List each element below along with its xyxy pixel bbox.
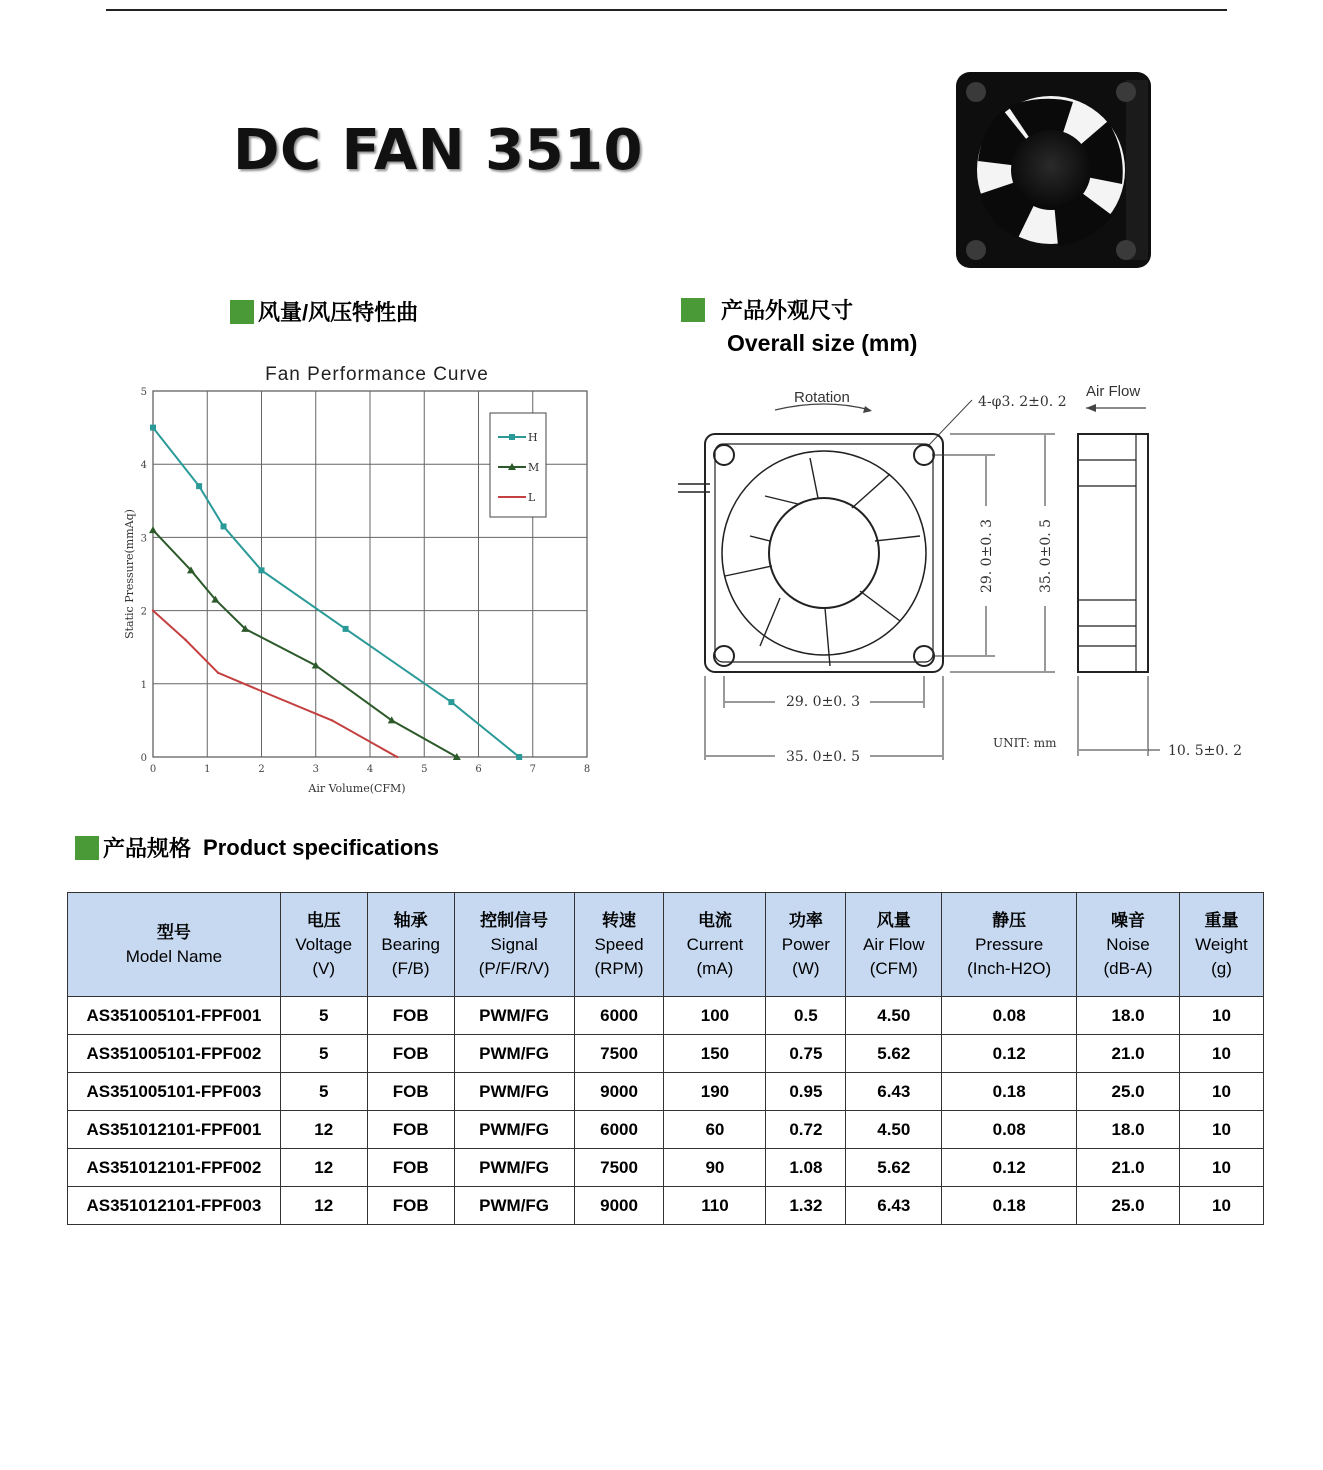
table-cell: 1.32 bbox=[766, 1187, 846, 1225]
dim-thickness: 10. 5±0. 2 bbox=[1168, 743, 1243, 759]
x-tick-label: 6 bbox=[475, 764, 482, 775]
table-cell: 10 bbox=[1179, 997, 1263, 1035]
table-cell: PWM/FG bbox=[454, 1187, 574, 1225]
table-cell: FOB bbox=[367, 1187, 454, 1225]
table-cell: 6000 bbox=[574, 997, 664, 1035]
column-header bbox=[664, 893, 766, 997]
column-header-unit: (W) bbox=[792, 958, 820, 978]
section-heading-size bbox=[681, 294, 853, 325]
table-cell: 12 bbox=[280, 1149, 367, 1187]
column-header-cn: 重量 bbox=[1204, 910, 1239, 930]
green-square-icon bbox=[75, 836, 99, 860]
table-cell: 7500 bbox=[574, 1035, 664, 1073]
column-header-unit: (g) bbox=[1211, 958, 1232, 978]
column-header-en: Noise bbox=[1106, 934, 1150, 954]
data-point-H bbox=[221, 523, 227, 529]
table-cell: 6.43 bbox=[846, 1187, 942, 1225]
x-tick-label: 8 bbox=[583, 764, 591, 775]
table-cell: FOB bbox=[367, 1035, 454, 1073]
column-header bbox=[1179, 893, 1263, 997]
table-cell: 6000 bbox=[574, 1111, 664, 1149]
legend-marker-H bbox=[509, 434, 515, 440]
legend-label-H: H bbox=[528, 431, 538, 444]
data-point-L bbox=[260, 690, 262, 692]
table-cell: AS351012101-FPF003 bbox=[68, 1187, 281, 1225]
table-row bbox=[68, 1035, 1264, 1073]
column-header-unit: (P/F/R/V) bbox=[478, 958, 550, 978]
column-header-unit: (RPM) bbox=[594, 958, 644, 978]
table-cell: 6.43 bbox=[846, 1073, 942, 1111]
section-heading-specs bbox=[75, 832, 439, 863]
data-point-L bbox=[396, 756, 398, 758]
column-header-cn: 静压 bbox=[992, 910, 1027, 930]
table-cell: 9000 bbox=[574, 1187, 664, 1225]
table-cell: 9000 bbox=[574, 1073, 664, 1111]
table-cell: AS351005101-FPF002 bbox=[68, 1035, 281, 1073]
table-header-row bbox=[68, 893, 1264, 997]
size-heading-label: 产品外观尺寸 bbox=[721, 298, 854, 323]
green-square-icon bbox=[230, 300, 254, 324]
x-tick-label: 5 bbox=[421, 764, 428, 775]
hole-spec-label: 4-φ3. 2±0. 2 bbox=[978, 394, 1067, 410]
size-heading-subtitle: Overall size (mm) bbox=[727, 330, 918, 356]
rotation-label: Rotation bbox=[794, 389, 850, 406]
table-cell: 0.18 bbox=[942, 1073, 1077, 1111]
column-header-unit: (Inch-H2O) bbox=[967, 958, 1052, 978]
column-header-cn: 噪音 bbox=[1111, 910, 1146, 930]
table-cell: FOB bbox=[367, 1073, 454, 1111]
data-point-L bbox=[217, 672, 219, 674]
table-cell: 0.08 bbox=[942, 997, 1077, 1035]
column-header-cn: 控制信号 bbox=[480, 910, 549, 930]
spec-heading-en: Product specifications bbox=[203, 834, 439, 860]
table-cell: 10 bbox=[1179, 1187, 1263, 1225]
table-cell: AS351005101-FPF003 bbox=[68, 1073, 281, 1111]
series-line-H bbox=[153, 428, 519, 757]
table-cell: 21.0 bbox=[1077, 1035, 1180, 1073]
table-cell: PWM/FG bbox=[454, 1073, 574, 1111]
fan-product-photo bbox=[948, 66, 1158, 272]
table-cell: FOB bbox=[367, 1111, 454, 1149]
table-cell: AS351012101-FPF002 bbox=[68, 1149, 281, 1187]
unit-label: UNIT: mm bbox=[993, 736, 1057, 750]
x-tick-label: 4 bbox=[366, 764, 374, 775]
table-cell: 10 bbox=[1179, 1149, 1263, 1187]
column-header-en: Speed bbox=[594, 934, 644, 954]
table-cell: 90 bbox=[664, 1149, 766, 1187]
table-cell: 0.08 bbox=[942, 1111, 1077, 1149]
x-tick-label: 1 bbox=[204, 764, 211, 775]
data-point-H bbox=[259, 567, 265, 573]
data-point-L bbox=[331, 719, 333, 721]
table-cell: 5.62 bbox=[846, 1149, 942, 1187]
table-cell: FOB bbox=[367, 1149, 454, 1187]
table-row bbox=[68, 1073, 1264, 1111]
data-point-H bbox=[196, 483, 202, 489]
fan-front-view bbox=[705, 434, 943, 672]
column-header-en: Pressure bbox=[975, 934, 1044, 954]
table-cell: 12 bbox=[280, 1187, 367, 1225]
table-cell: 4.50 bbox=[846, 997, 942, 1035]
series-line-M bbox=[153, 530, 457, 757]
x-tick-label: 2 bbox=[258, 764, 265, 775]
x-tick-label: 0 bbox=[149, 764, 157, 775]
column-header-cn: 轴承 bbox=[393, 910, 428, 930]
table-cell: 4.50 bbox=[846, 1111, 942, 1149]
column-header-cn: 型号 bbox=[156, 922, 191, 942]
top-rule bbox=[106, 9, 1227, 11]
column-header-en: Signal bbox=[490, 934, 538, 954]
data-point-H bbox=[516, 754, 522, 760]
column-header-en: Model Name bbox=[125, 946, 223, 966]
chart-x-axis-label: Air Volume(CFM) bbox=[308, 782, 406, 795]
table-cell: 10 bbox=[1179, 1073, 1263, 1111]
x-tick-label: 7 bbox=[529, 764, 536, 775]
page-title: DC FAN 3510 bbox=[233, 118, 643, 183]
column-header-unit: (F/B) bbox=[391, 958, 430, 978]
spec-heading-cn: 产品规格 bbox=[103, 836, 192, 861]
fan-performance-chart bbox=[105, 358, 615, 803]
column-header-cn: 电压 bbox=[306, 910, 341, 930]
column-header-unit: (CFM) bbox=[869, 958, 918, 978]
table-cell: 21.0 bbox=[1077, 1149, 1180, 1187]
dim-hole-spacing-horizontal: 29. 0±0. 3 bbox=[785, 694, 861, 710]
table-cell: PWM/FG bbox=[454, 1035, 574, 1073]
y-tick-label: 5 bbox=[140, 387, 147, 398]
legend-label-M: M bbox=[528, 461, 540, 474]
table-cell: 5.62 bbox=[846, 1035, 942, 1073]
column-header-cn: 转速 bbox=[602, 910, 637, 930]
column-header bbox=[454, 893, 574, 997]
table-cell: 0.12 bbox=[942, 1149, 1077, 1187]
table-cell: 25.0 bbox=[1077, 1073, 1180, 1111]
table-cell: 0.95 bbox=[766, 1073, 846, 1111]
column-header bbox=[846, 893, 942, 997]
green-square-icon bbox=[681, 298, 705, 322]
table-cell: 0.5 bbox=[766, 997, 846, 1035]
column-header bbox=[280, 893, 367, 997]
table-cell: 1.08 bbox=[766, 1149, 846, 1187]
dim-outer-horizontal: 35. 0±0. 5 bbox=[785, 749, 861, 765]
column-header-en: Weight bbox=[1195, 934, 1248, 954]
dimension-drawing bbox=[670, 376, 1280, 776]
fan-side-view bbox=[1078, 434, 1148, 672]
data-point-H bbox=[150, 425, 156, 431]
data-point-H bbox=[448, 699, 454, 705]
y-tick-label: 4 bbox=[140, 460, 147, 472]
column-header bbox=[1077, 893, 1180, 997]
y-tick-label: 2 bbox=[140, 606, 147, 618]
table-cell: 18.0 bbox=[1077, 997, 1180, 1035]
table-cell: PWM/FG bbox=[454, 997, 574, 1035]
legend-label-L: L bbox=[528, 491, 536, 504]
table-row bbox=[68, 1111, 1264, 1149]
table-cell: PWM/FG bbox=[454, 1149, 574, 1187]
column-header bbox=[367, 893, 454, 997]
column-header-cn: 风量 bbox=[876, 910, 911, 930]
table-cell: PWM/FG bbox=[454, 1111, 574, 1149]
table-cell: 10 bbox=[1179, 1035, 1263, 1073]
table-cell: AS351005101-FPF001 bbox=[68, 997, 281, 1035]
x-tick-label: 3 bbox=[312, 764, 319, 775]
column-header bbox=[68, 893, 281, 997]
chart-title: Fan Performance Curve bbox=[265, 364, 489, 385]
table-row bbox=[68, 1187, 1264, 1225]
data-point-H bbox=[343, 626, 349, 632]
column-header-en: Power bbox=[781, 934, 830, 954]
column-header bbox=[942, 893, 1077, 997]
column-header-unit: (dB-A) bbox=[1103, 958, 1153, 978]
dim-outer-vertical: 35. 0±0. 5 bbox=[1038, 518, 1054, 594]
table-cell: 18.0 bbox=[1077, 1111, 1180, 1149]
table-cell: 0.75 bbox=[766, 1035, 846, 1073]
table-cell: 12 bbox=[280, 1111, 367, 1149]
column-header-en: Voltage bbox=[295, 934, 353, 954]
column-header bbox=[766, 893, 846, 997]
table-cell: 0.12 bbox=[942, 1035, 1077, 1073]
dim-hole-spacing-vertical: 29. 0±0. 3 bbox=[979, 518, 995, 594]
table-cell: 110 bbox=[664, 1187, 766, 1225]
table-cell: 5 bbox=[280, 997, 367, 1035]
table-row bbox=[68, 1149, 1264, 1187]
column-header bbox=[574, 893, 664, 997]
table-cell: 0.72 bbox=[766, 1111, 846, 1149]
table-cell: 25.0 bbox=[1077, 1187, 1180, 1225]
y-tick-label: 3 bbox=[140, 533, 147, 545]
table-cell: 5 bbox=[280, 1073, 367, 1111]
column-header-en: Current bbox=[686, 934, 744, 954]
data-point-M bbox=[149, 526, 157, 533]
chart-y-axis-label: Static Pressure(mmAq) bbox=[123, 509, 136, 639]
y-tick-label: 1 bbox=[140, 679, 147, 691]
column-header-en: Bearing bbox=[381, 934, 440, 954]
table-cell: FOB bbox=[367, 997, 454, 1035]
column-header-cn: 电流 bbox=[697, 910, 732, 930]
air-flow-label: Air Flow bbox=[1086, 383, 1141, 400]
table-cell: 190 bbox=[664, 1073, 766, 1111]
section-heading-curve bbox=[230, 296, 418, 327]
table-cell: 5 bbox=[280, 1035, 367, 1073]
column-header-cn: 功率 bbox=[788, 910, 823, 930]
y-tick-label: 0 bbox=[140, 753, 147, 764]
data-point-L bbox=[184, 639, 186, 641]
table-cell: 150 bbox=[664, 1035, 766, 1073]
column-header-en: Air Flow bbox=[863, 934, 925, 954]
table-row bbox=[68, 997, 1264, 1035]
column-header-unit: (V) bbox=[312, 958, 336, 978]
data-point-L bbox=[152, 609, 154, 611]
spec-table bbox=[67, 892, 1264, 1225]
table-cell: 100 bbox=[664, 997, 766, 1035]
table-cell: 60 bbox=[664, 1111, 766, 1149]
table-cell: AS351012101-FPF001 bbox=[68, 1111, 281, 1149]
table-cell: 10 bbox=[1179, 1111, 1263, 1149]
table-cell: 7500 bbox=[574, 1149, 664, 1187]
curve-heading-label: 风量/风压特性曲 bbox=[258, 300, 419, 325]
column-header-unit: (mA) bbox=[696, 958, 734, 978]
table-cell: 0.18 bbox=[942, 1187, 1077, 1225]
